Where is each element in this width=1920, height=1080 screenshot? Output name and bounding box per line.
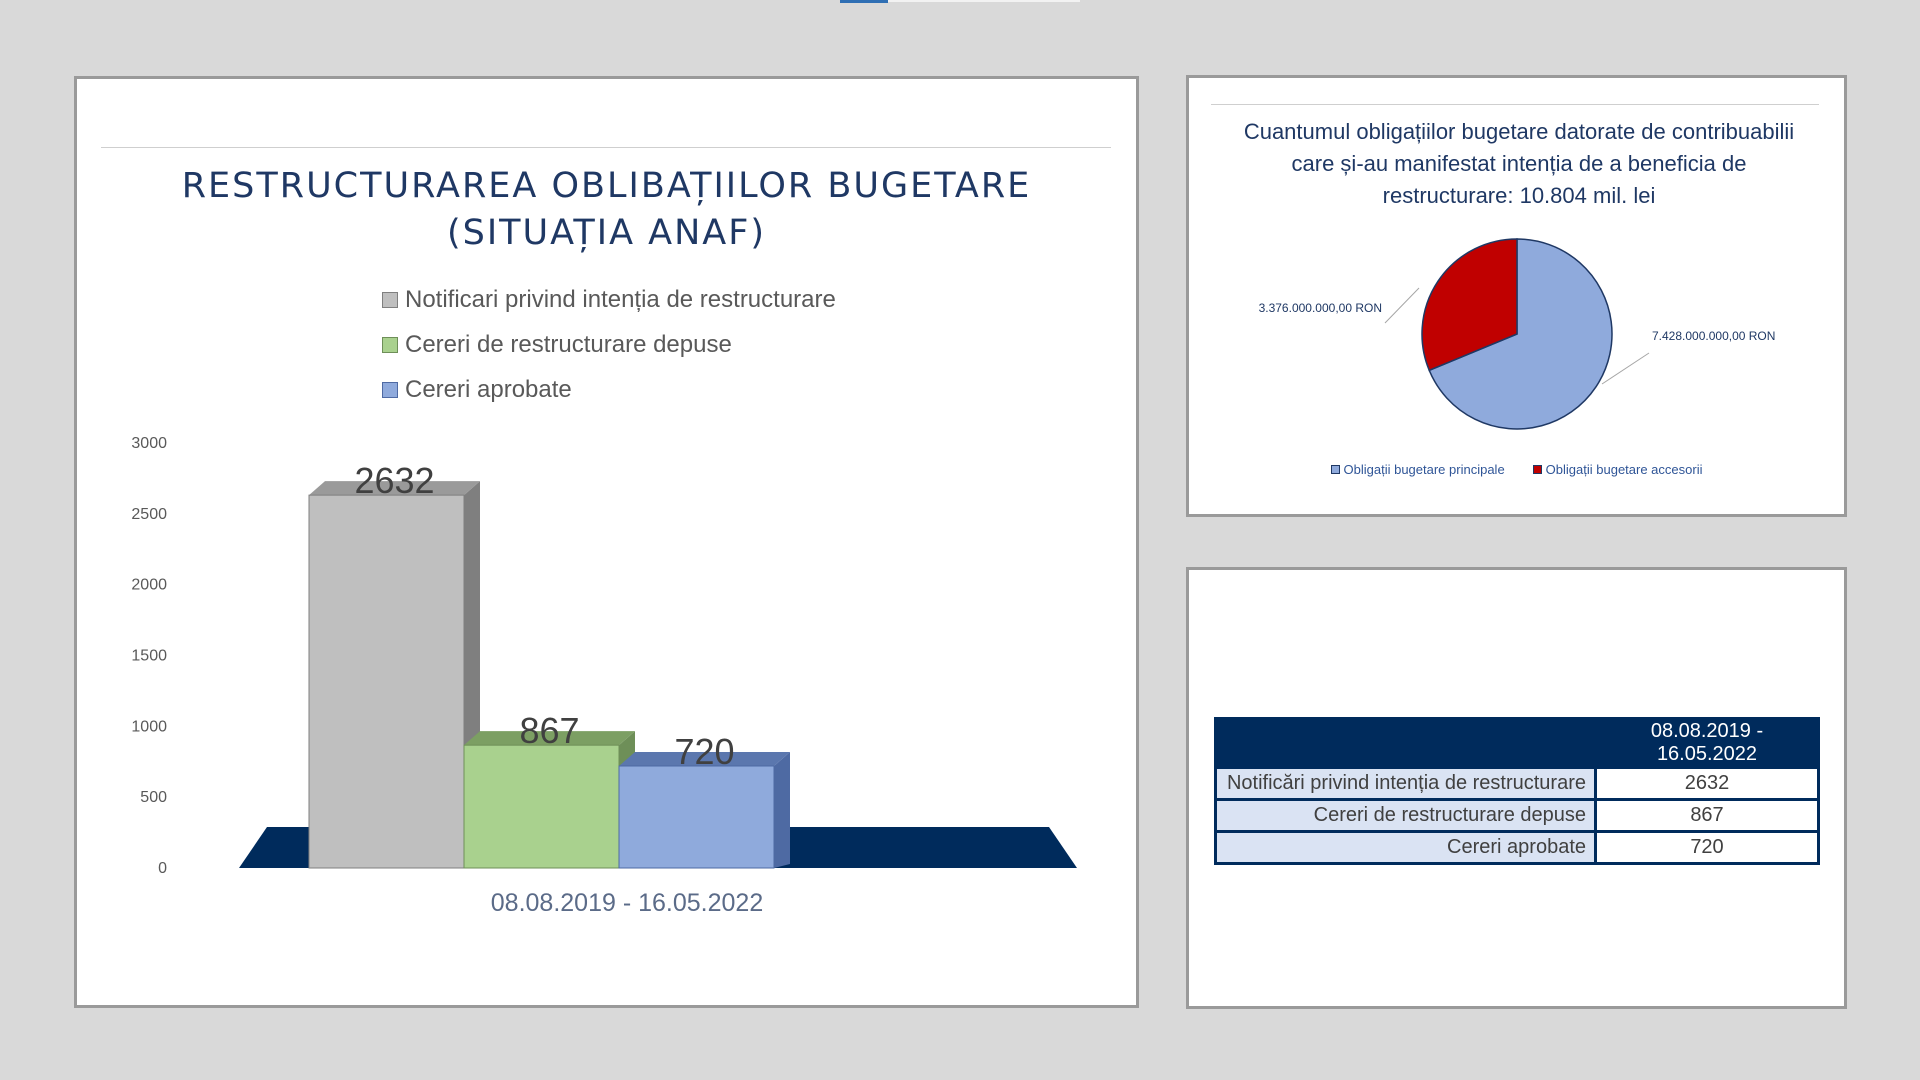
- legend-label: Notificari privind intenția de restructurare: [405, 285, 836, 313]
- bar: [464, 745, 619, 868]
- table-row-label: Cereri de restructurare depuse: [1216, 800, 1596, 832]
- table-row-value: 867: [1596, 800, 1819, 832]
- table-row-value: 720: [1596, 832, 1819, 864]
- bar-group: [464, 710, 635, 868]
- legend-item: [1533, 462, 1703, 477]
- table-row-value: 2632: [1596, 768, 1819, 800]
- table-row: [1216, 768, 1819, 800]
- bar-group: [619, 731, 790, 868]
- bar-data-label: 2632: [354, 460, 435, 502]
- y-tick-label: 2500: [131, 505, 167, 523]
- bar-side: [774, 752, 790, 868]
- bar-chart-title-line2: (SITUAȚIA ANAF): [446, 213, 767, 253]
- y-tick-label: 1000: [131, 718, 167, 736]
- y-tick-label: 2000: [131, 576, 167, 594]
- bar-chart-panel: [74, 76, 1139, 1008]
- top-light-mark: [888, 0, 1080, 2]
- bar-group: [309, 460, 480, 868]
- bar-data-label: 867: [519, 710, 580, 752]
- pie-chart-legend: [1189, 462, 1844, 477]
- table-row: [1216, 800, 1819, 832]
- bar-chart-svg: [77, 79, 1136, 1005]
- x-category-label: 08.08.2019 - 16.05.2022: [490, 889, 764, 917]
- bar: [309, 495, 464, 868]
- y-tick-label: 500: [140, 789, 167, 807]
- pie-chart-panel: [1186, 75, 1847, 517]
- legend-item: [1331, 462, 1505, 477]
- pie-leader-line: [1385, 288, 1419, 323]
- pie-data-label: 7.428.000.000,00 RON: [1652, 329, 1776, 343]
- table-row: [1216, 832, 1819, 864]
- data-table: [1214, 717, 1820, 865]
- table-row-label: Cereri aprobate: [1216, 832, 1596, 864]
- top-accent-mark: [840, 0, 888, 3]
- legend-label: Cereri aprobate: [405, 375, 572, 403]
- pie-chart-svg: [1189, 78, 1844, 514]
- y-tick-label: 0: [158, 860, 167, 877]
- legend-label: Cereri de restructurare depuse: [405, 330, 732, 358]
- table-header-corner: [1216, 719, 1596, 768]
- table-header-period: 08.08.2019 - 16.05.2022: [1596, 719, 1819, 768]
- table-header-row: [1216, 719, 1819, 768]
- y-tick-label: 3000: [131, 435, 167, 452]
- bar-chart-title-line1: RESTRUCTURAREA OBLIBAȚIILOR BUGETARE: [181, 166, 1032, 206]
- legend-swatch: [1331, 465, 1340, 474]
- legend-label: Obligații bugetare principale: [1343, 462, 1505, 477]
- table-panel: [1186, 567, 1847, 1009]
- bar-data-label: 720: [674, 731, 735, 772]
- legend-swatch: [1533, 465, 1542, 474]
- pie-chart-title: Cuantumul obligațiilor bugetare datorate de contribuabilii care și-au manifestat intenția de a beneficia de restructurare: 10.804 mil. lei: [1243, 119, 1795, 208]
- legend-label: Obligații bugetare accesorii: [1545, 462, 1703, 477]
- pie-data-label: 3.376.000.000,00 RON: [1258, 301, 1382, 315]
- y-tick-label: 1500: [131, 647, 167, 665]
- bar: [619, 766, 774, 868]
- table-row-label: Notificări privind intenția de restructurare: [1216, 768, 1596, 800]
